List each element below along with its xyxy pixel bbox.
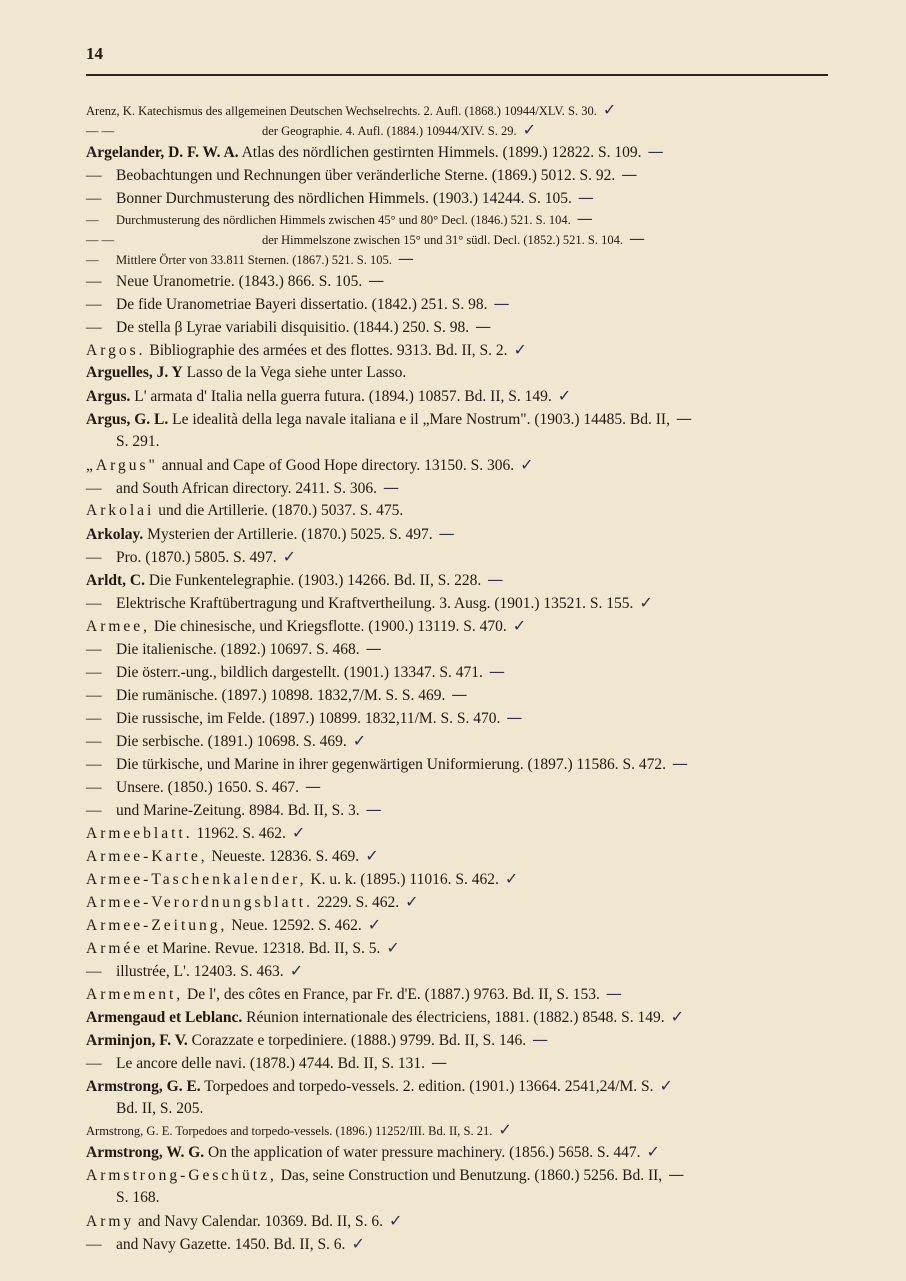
index-entry — [86, 1232, 846, 1255]
ditto-dash: — — [86, 167, 102, 184]
check-mark-icon: ✓ — [670, 1007, 684, 1026]
dash-mark-icon: — — [647, 142, 664, 161]
entry-text: and Navy Calendar. 10369. Bd. II, S. 6. — [134, 1213, 383, 1230]
entry-text: On the application of water pressure machinery. (1856.) 5658. S. 447. — [204, 1144, 641, 1161]
entry-text: Die Funkentelegraphie. (1903.) 14266. Bd. II, S. 228. — [144, 572, 482, 589]
entry-text: K. u. k. (1895.) 11016. S. 462. — [306, 871, 499, 888]
index-entry — [86, 683, 846, 706]
entry-text: Bd. II, S. 205. — [116, 1100, 204, 1117]
index-entry — [86, 982, 846, 1005]
dash-mark-icon: — — [365, 639, 382, 658]
index-entry — [86, 384, 846, 407]
index-entry — [86, 1140, 846, 1163]
entry-text: Neueste. 12836. S. 469. — [207, 848, 360, 865]
index-entry — [86, 752, 846, 775]
check-mark-icon: ✓ — [367, 915, 382, 934]
index-entry — [86, 1097, 846, 1120]
ditto-dash: — — [86, 253, 99, 267]
entry-text: 11962. S. 462. — [192, 825, 286, 842]
entry-text: Neue. 12592. S. 462. — [227, 917, 362, 934]
index-entry — [86, 1005, 846, 1028]
entry-text: Die österr.-ung., bildlich dargestellt. (1901.) 13347. S. 471. — [116, 664, 483, 681]
entry-heading: Armement, — [86, 986, 184, 1003]
index-entry — [86, 890, 846, 913]
entry-text: et Marine. Revue. 12318. Bd. II, S. 5. — [143, 940, 381, 957]
check-mark-icon: ✓ — [389, 1211, 403, 1230]
check-mark-icon: ✓ — [639, 593, 653, 612]
ditto-dash: — — [86, 687, 102, 704]
index-entry — [86, 798, 846, 821]
index-entry — [86, 706, 846, 729]
index-entry — [86, 959, 846, 982]
entry-text: illustrée, L'. 12403. S. 463. — [116, 963, 284, 980]
ditto-dash: — — [86, 802, 102, 819]
entry-text: Die rumänische. (1897.) 10898. 1832,7/M. S. S. 469. — [116, 687, 446, 704]
entry-heading: Arkolai — [86, 502, 155, 519]
entry-heading: Armee, — [86, 618, 151, 635]
entry-heading: Armee-Verordnungsblatt. — [86, 894, 313, 911]
dash-mark-icon: — — [605, 984, 622, 1003]
check-mark-icon: ✓ — [365, 846, 379, 865]
ditto-dash: — — — [86, 233, 115, 247]
dash-mark-icon: — — [621, 165, 638, 184]
entry-text: Mysterien der Artillerie. (1870.) 5025. S. 497. — [143, 526, 433, 543]
entry-text: De l', des côtes en France, par Fr. d'E. (1887.) 9763. Bd. II, S. 153. — [183, 986, 600, 1003]
check-mark-icon: ✓ — [386, 938, 400, 957]
index-entry — [86, 140, 846, 163]
entry-heading: Argus. — [86, 388, 131, 405]
check-mark-icon: ✓ — [498, 1120, 512, 1139]
dash-mark-icon: — — [493, 294, 510, 313]
entry-heading: Armstrong, W. G. — [86, 1144, 205, 1161]
index-entry — [86, 729, 846, 752]
entry-text: Unsere. (1850.) 1650. S. 467. — [116, 779, 299, 796]
index-entry — [86, 315, 846, 338]
check-mark-icon: ✓ — [282, 547, 297, 566]
entry-text: Arenz, K. Katechismus des allgemeinen Deutschen Wechselrechts. 2. Aufl. (1868.) 10944/XLV. S. 30. — [86, 104, 597, 118]
ditto-dash: — — [86, 1236, 102, 1253]
ditto-dash: — — [86, 664, 102, 681]
index-entry — [86, 163, 846, 186]
entry-text: Corazzate e torpediniere. (1888.) 9799. Bd. II, S. 146. — [187, 1032, 527, 1049]
entry-heading: Argos. — [86, 342, 146, 359]
ditto-dash: — — [86, 480, 102, 497]
entry-heading: Arguelles, J. Y — [86, 364, 183, 381]
index-entry — [86, 936, 846, 959]
entry-text: Réunion internationale des électriciens, 1881. (1882.) 8548. S. 149. — [242, 1009, 665, 1026]
check-mark-icon: ✓ — [557, 386, 572, 405]
check-mark-icon: ✓ — [405, 892, 419, 911]
check-mark-icon: ✓ — [659, 1076, 673, 1095]
index-entry — [86, 614, 846, 637]
check-mark-icon: ✓ — [289, 961, 304, 980]
ditto-dash: — — [86, 273, 102, 290]
entry-text: S. 291. — [116, 433, 160, 450]
ditto-dash: — — [86, 779, 102, 796]
index-entry — [86, 209, 846, 229]
ditto-dash: — — [86, 190, 102, 207]
page-number: 14 — [86, 44, 103, 63]
dash-mark-icon: — — [577, 188, 594, 207]
dash-mark-icon: — — [532, 1030, 549, 1049]
entry-text: Le idealità della lega navale italiana e il „Mare Nostrum". (1903.) 14485. Bd. II, — [168, 411, 670, 428]
entry-text: Le ancore delle navi. (1878.) 4744. Bd. II, S. 131. — [116, 1055, 426, 1072]
index-entry — [86, 1120, 846, 1140]
entry-text: und Marine-Zeitung. 8984. Bd. II, S. 3. — [116, 802, 360, 819]
check-mark-icon: ✓ — [504, 869, 519, 888]
entry-heading: Argus, G. L. — [86, 411, 169, 428]
index-entry — [86, 568, 846, 591]
entry-heading: Armstrong, G. E. — [86, 1078, 201, 1095]
index-entry — [86, 1074, 846, 1097]
ditto-dash: — — [86, 710, 102, 727]
index-entry — [86, 499, 846, 522]
dash-mark-icon: — — [475, 317, 492, 336]
entry-heading: Armee-Karte, — [86, 848, 208, 865]
index-entry — [86, 1051, 846, 1074]
check-mark-icon: ✓ — [512, 616, 527, 635]
entry-text: Die russische, im Felde. (1897.) 10899. 1832,11/M. S. S. 470. — [116, 710, 501, 727]
index-entry — [86, 775, 846, 798]
ditto-dash: — — [86, 733, 102, 750]
header-rule — [86, 74, 828, 76]
entry-text: Bonner Durchmusterung des nördlichen Himmels. (1903.) 14244. S. 105. — [116, 190, 572, 207]
dash-mark-icon: — — [487, 570, 504, 589]
index-entry — [86, 1186, 846, 1209]
index-entry — [86, 867, 846, 890]
entry-text: Atlas des nördlichen gestirnten Himmels. (1899.) 12822. S. 109. — [238, 144, 642, 161]
entry-text: L' armata d' Italia nella guerra futura. (1894.) 10857. Bd. II, S. 149. — [130, 388, 552, 405]
index-entry — [86, 407, 846, 430]
dash-mark-icon: — — [451, 685, 468, 704]
ditto-dash: — — [86, 213, 99, 227]
entry-text: Pro. (1870.) 5805. S. 497. — [116, 549, 277, 566]
ditto-dash: — — [86, 319, 102, 336]
index-entry — [86, 100, 846, 120]
entry-text: der Geographie. 4. Aufl. (1884.) 10944/XIV. S. 29. — [262, 124, 517, 138]
check-mark-icon: ✓ — [522, 120, 537, 139]
entry-text: Neue Uranometrie. (1843.) 866. S. 105. — [116, 273, 363, 290]
dash-mark-icon: — — [431, 1053, 448, 1072]
ditto-dash: — — [86, 756, 102, 773]
entry-text: De fide Uranometriae Bayeri dissertatio. (1842.) 251. S. 98. — [116, 296, 488, 313]
entry-text: der Himmelszone zwischen 15° und 31° südl. Decl. (1852.) 521. S. 104. — [262, 233, 623, 247]
ditto-dash: — — — [86, 124, 115, 138]
entry-heading: Arminjon, F. V. — [86, 1032, 188, 1049]
ditto-dash: — — [86, 641, 102, 658]
entry-text: S. 168. — [116, 1189, 160, 1206]
entry-heading: Armeeblatt. — [86, 825, 193, 842]
dash-mark-icon: — — [671, 754, 688, 773]
index-entry — [86, 476, 846, 499]
index-entry — [86, 660, 846, 683]
entry-text: annual and Cape of Good Hope directory. 13150. S. 306. — [157, 457, 515, 474]
entry-heading: Arkolay. — [86, 526, 144, 543]
entry-heading: „Argus" — [86, 457, 158, 474]
index-entry — [86, 361, 846, 384]
ditto-dash: — — [86, 296, 102, 313]
index-entry — [86, 821, 846, 844]
index-entry — [86, 637, 846, 660]
entry-text: Die italienische. (1892.) 10697. S. 468. — [116, 641, 360, 658]
index-entry — [86, 545, 846, 568]
entry-text: Lasso de la Vega siehe unter Lasso. — [182, 364, 407, 381]
check-mark-icon: ✓ — [646, 1142, 660, 1161]
index-entry — [86, 453, 846, 476]
index-entry — [86, 120, 846, 140]
index-entry — [86, 338, 846, 361]
dash-mark-icon: — — [383, 478, 400, 497]
dash-mark-icon: — — [675, 409, 692, 428]
dash-mark-icon: — — [368, 271, 385, 290]
index-entry — [86, 591, 846, 614]
index-entry — [86, 1209, 846, 1232]
ditto-dash: — — [86, 1055, 102, 1072]
ditto-dash: — — [86, 595, 102, 612]
index-entry — [86, 249, 846, 269]
check-mark-icon: ✓ — [513, 340, 527, 359]
entry-heading: Armstrong-Geschütz, — [86, 1167, 277, 1184]
entry-heading: Armee-Zeitung, — [86, 917, 228, 934]
dash-mark-icon: — — [576, 209, 593, 228]
entry-text: und die Artillerie. (1870.) 5037. S. 475. — [154, 502, 404, 519]
entry-text: and Navy Gazette. 1450. Bd. II, S. 6. — [116, 1236, 346, 1253]
entry-heading: Armee-Taschenkalender, — [86, 871, 307, 888]
index-entry — [86, 522, 846, 545]
entry-text: Die serbische. (1891.) 10698. S. 469. — [116, 733, 347, 750]
index-entry — [86, 292, 846, 315]
entry-text: Die türkische, und Marine in ihrer gegenwärtigen Uniformierung. (1897.) 11586. S. 472. — [116, 756, 666, 773]
dash-mark-icon: — — [365, 800, 382, 819]
check-mark-icon: ✓ — [520, 455, 534, 474]
entry-text: Die chinesische, und Kriegsflotte. (1900.) 13119. S. 470. — [150, 618, 507, 635]
entry-text: 2229. S. 462. — [312, 894, 400, 911]
entry-text: Elektrische Kraftübertragung und Kraftvertheilung. 3. Ausg. (1901.) 13521. S. 155. — [116, 595, 634, 612]
dash-mark-icon: — — [438, 524, 455, 543]
entry-text: Mittlere Örter von 33.811 Sternen. (1867.) 521. S. 105. — [116, 253, 392, 267]
dash-mark-icon: — — [506, 708, 523, 727]
dash-mark-icon: — — [488, 662, 505, 681]
index-entry — [86, 1028, 846, 1051]
entry-heading: Armée — [86, 940, 144, 957]
dash-mark-icon: — — [668, 1165, 685, 1184]
entry-text: Armstrong, G. E. Torpedoes and torpedo-vessels. (1896.) 11252/III. Bd. II, S. 21. — [86, 1124, 493, 1138]
entry-list — [86, 100, 846, 1255]
entry-heading: Argelander, D. F. W. A. — [86, 144, 239, 161]
entry-text: Bibliographie des armées et des flottes. 9313. Bd. II, S. 2. — [145, 342, 508, 359]
entry-text: and South African directory. 2411. S. 306. — [116, 480, 378, 497]
index-entry — [86, 913, 846, 936]
entry-text: Torpedoes and torpedo-vessels. 2. edition. (1901.) 13664. 2541,24/M. S. — [200, 1078, 654, 1095]
dash-mark-icon: — — [397, 249, 414, 268]
dash-mark-icon: — — [628, 229, 645, 248]
index-entry — [86, 1163, 846, 1186]
entry-heading: Armengaud et Leblanc. — [86, 1009, 243, 1026]
check-mark-icon: ✓ — [291, 823, 306, 842]
index-entry — [86, 430, 846, 453]
check-mark-icon: ✓ — [352, 731, 367, 750]
index-entry — [86, 844, 846, 867]
entry-heading: Arldt, C. — [86, 572, 145, 589]
dash-mark-icon: — — [304, 777, 321, 796]
check-mark-icon: ✓ — [602, 100, 617, 119]
entry-text: De stella β Lyrae variabili disquisitio. (1844.) 250. S. 98. — [116, 319, 470, 336]
check-mark-icon: ✓ — [351, 1234, 365, 1253]
index-entry — [86, 269, 846, 292]
entry-text: Das, seine Construction und Benutzung. (1860.) 5256. Bd. II, — [276, 1167, 663, 1184]
entry-text: Durchmusterung des nördlichen Himmels zwischen 45° und 80° Decl. (1846.) 521. S. 104. — [116, 213, 571, 227]
entry-heading: Army — [86, 1213, 135, 1230]
index-entry — [86, 229, 846, 249]
entry-text: Beobachtungen und Rechnungen über veränderliche Sterne. (1869.) 5012. S. 92. — [116, 167, 616, 184]
index-entry — [86, 186, 846, 209]
ditto-dash: — — [86, 549, 102, 566]
ditto-dash: — — [86, 963, 102, 980]
